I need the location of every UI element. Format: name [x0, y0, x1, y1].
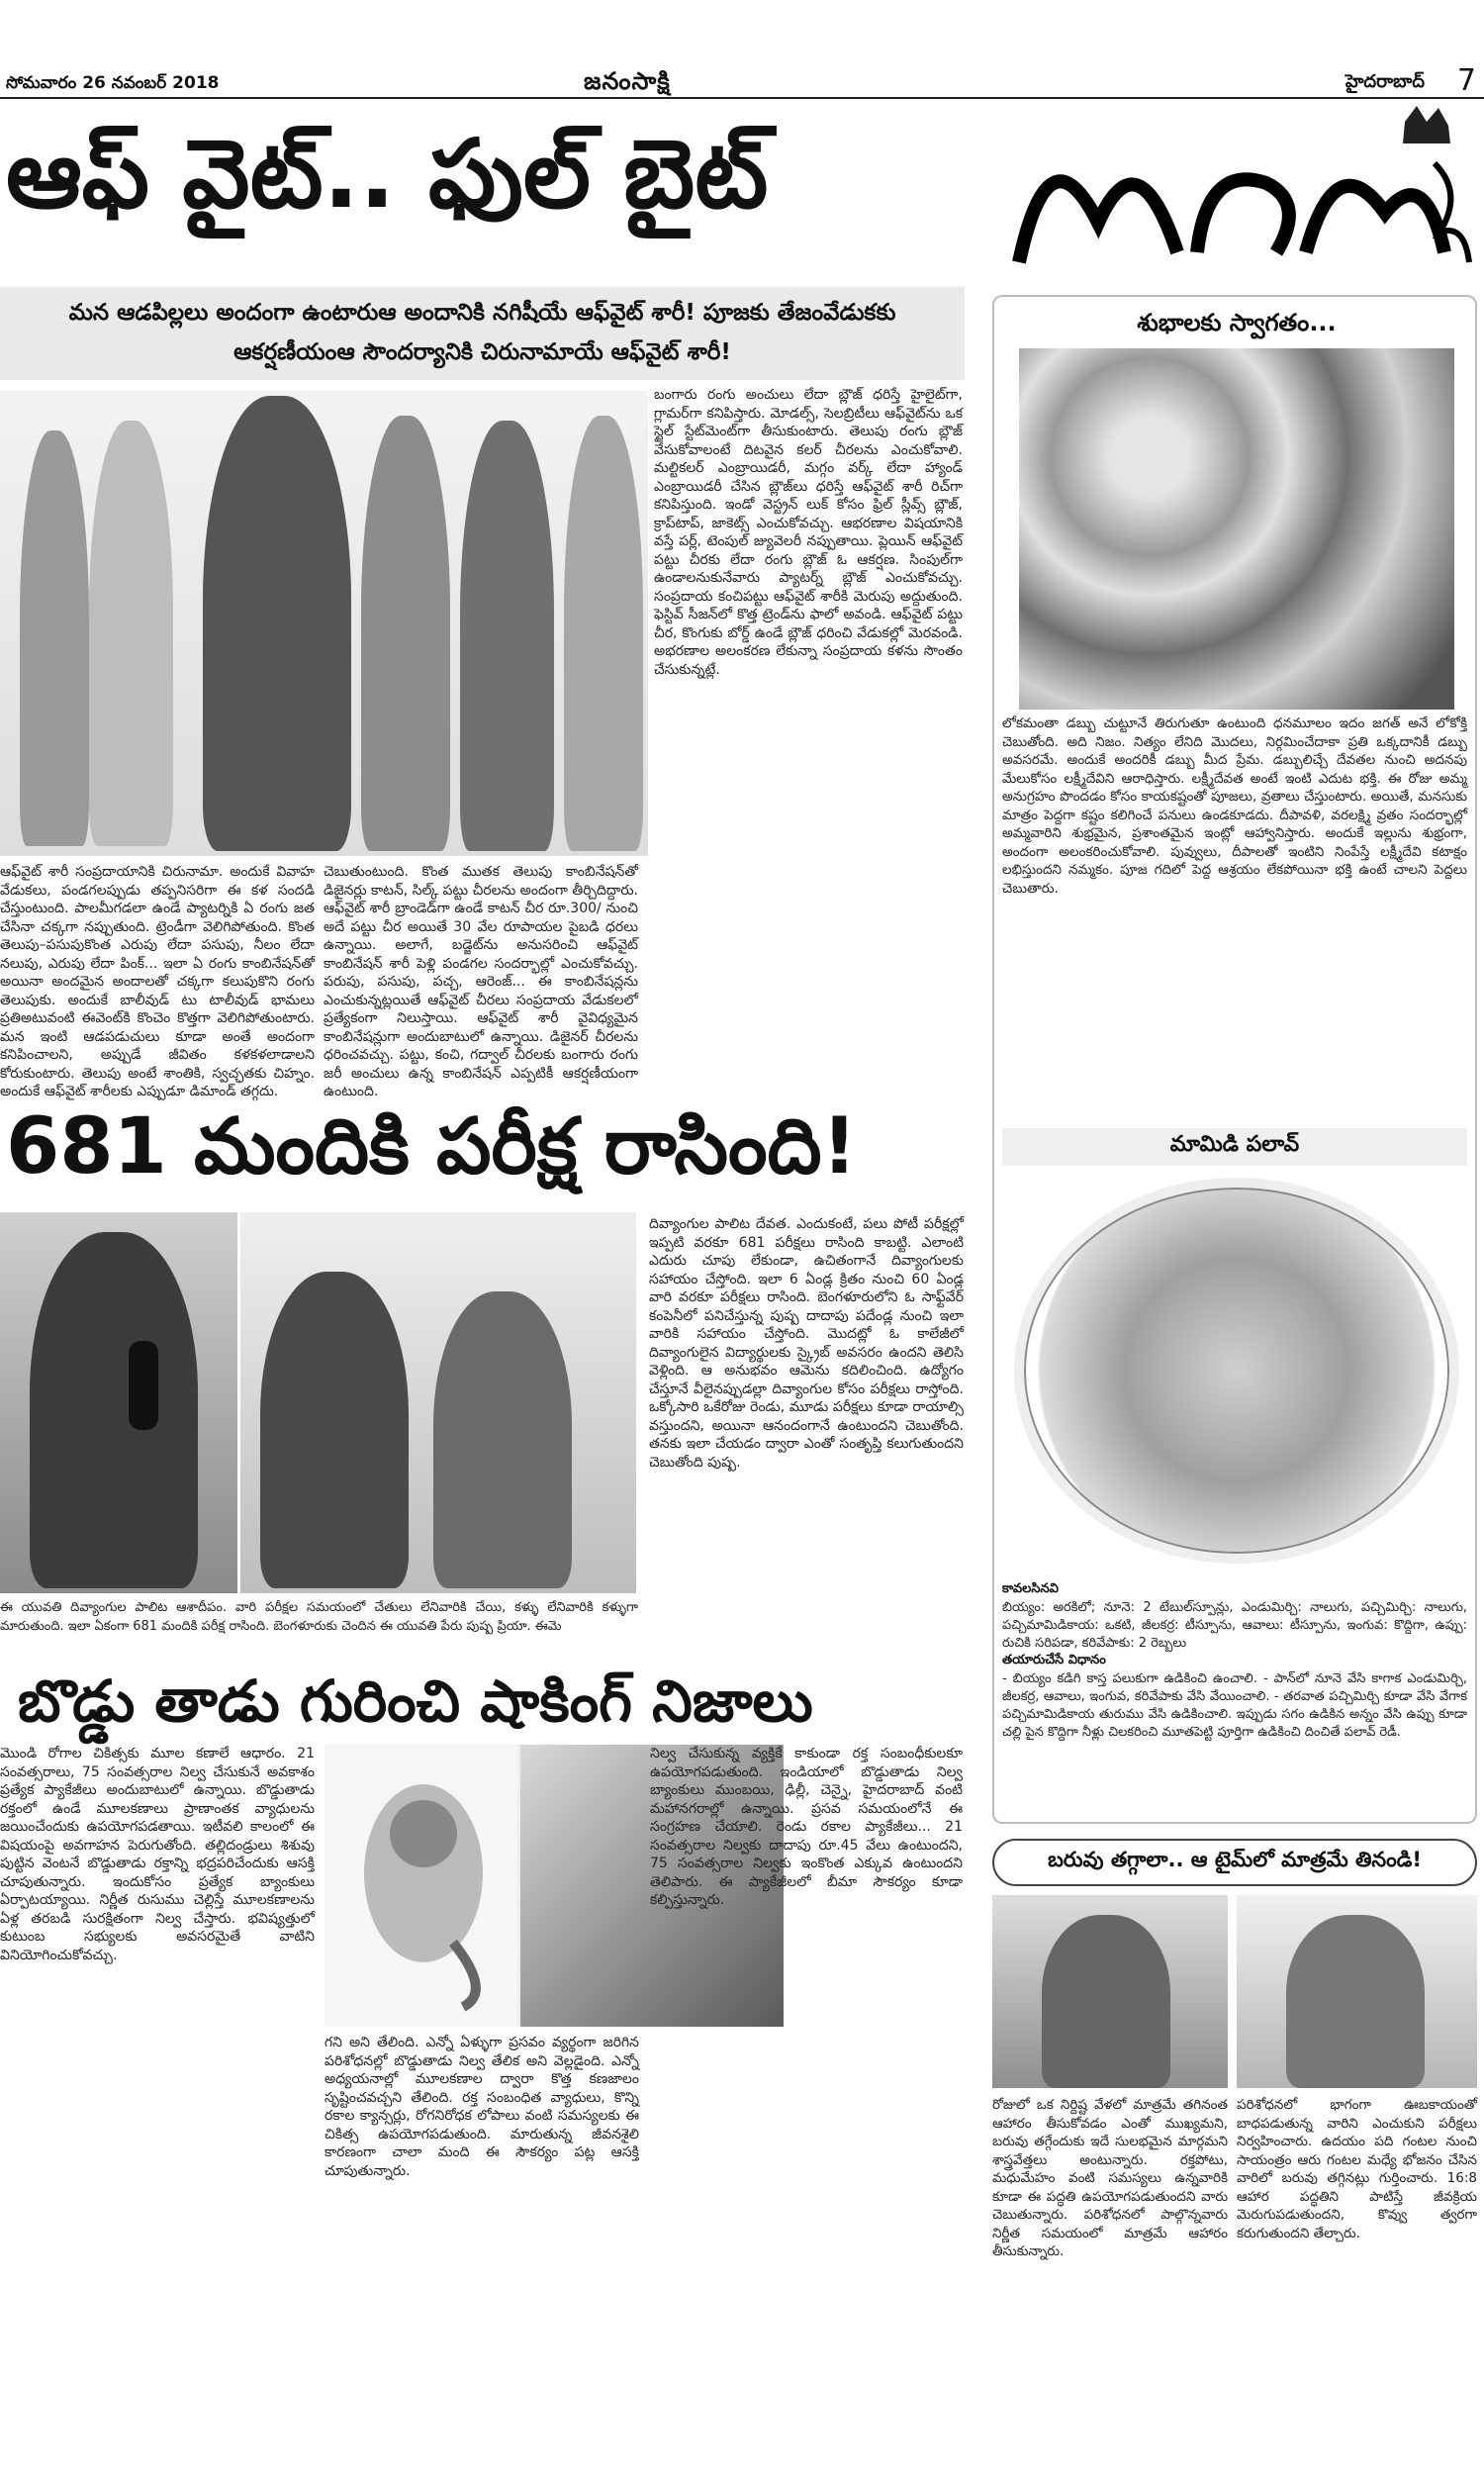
story2-photo-left: [0, 1212, 237, 1593]
microphone-icon: [129, 1341, 158, 1430]
story1-intro: మన ఆడపిల్లలు అందంగా ఉంటారుఆ అందానికి నగిషీయే ఆఫ్‌వైట్ శారీ! పూజకు తేజంవేడుకకు ఆకర్షణీయంఆ సౌందర్యానికి చిరునామాయే ఆఫ్‌వైట్ శారీ!: [68, 300, 896, 365]
story3-col2: గని అని తేలింది. ఎన్నో ఏళ్ళుగా ప్రసవం వ్యర్థంగా జరిగిన పరిశోధనల్లో బొడ్డుతాడు నిల్వ తేలిక అని వెల్లడైంది. ఎన్నో అధ్యయనాల్లో మూలకణాల ద్వారా కొత్త కణజాలం సృష్టించవచ్చని తేలింది. రక్త సంబంధిత వ్యాధులు, కొన్ని రకాల క్యాన్సర్లు, రోగనిరోధక లోపాలు వంటి సమస్యలకు ఈ చికిత్స ఉపయోగపడుతుంది. మారుతున్న జీవనశైలి కారణంగా చాలా మంది ఈ సౌకర్యం పట్ల ఆసక్తి చూపుతున్నారు.: [325, 2035, 639, 2179]
story1-headline: ఆఫ్ వైట్.. ఫుల్ బైట్: [6, 119, 769, 230]
page-number: 7: [1456, 63, 1476, 98]
diet-title-box: [992, 1839, 1477, 1886]
diet-col1: రోజులో ఒక నిర్దిష్ట వేళలో మాత్రమే తగినంత ఆహారం తీసుకోవడం ఎంతో ముఖ్యమని, బరువు తగ్గేందుకు ఇదే సులభమైన మార్గమని శాస్త్రవేత్తలు అంటున్నారు. రక్తపోటు, మధుమేహం వంటి సమస్యలు ఉన్నవారికి కూడా ఈ పద్ధతి ఉపయోగపడుతుందని వారు చెబుతున్నారు. పరిశోధనలో పాల్గొన్నవారు నిర్ణీత సమయంలో మాత్రమే ఆహారం తీసుకున్నారు.: [992, 2097, 1228, 2259]
welcome-title: శుభాలకు స్వాగతం...: [1137, 309, 1337, 336]
pulao-photo: [1009, 1168, 1464, 1573]
recipe-text: [1002, 1581, 1467, 1819]
story1-col3: బంగారు రంగు అంచులు లేదా బ్లౌజ్ ధరిస్తే హైలైట్‌గా, గ్లామర్‌గా కనిపిస్తారు. మోడల్స్, సెలబ్రిటీలు ఆఫ్‌వైట్‌ను ఒక స్టైల్ స్టేట్‌మెంట్‌గా తీసుకుంటారు. తెలుపు రంగు బ్లౌజ్ వేసుకోవాలంటే దిటవైన కలర్ చీరలను ఎంచుకోవాలి. మల్టికలర్ ఎంబ్రాయిడరీ, మగ్గం వర్క్ లేదా హ్యాండ్ ఎంబ్రాయిడరీ చేసిన బ్లౌజ్‌లు ధరిస్తే ఆఫ్‌వైట్ శారీ రిచ్‌గా కనిపిస్తుంది. ఇండో వెస్ట్రన్ లుక్ కోసం ఫ్రిల్ స్లీవ్స్ బ్లౌజ్, క్రాప్‌టాప్, జాకెట్స్ ఎంచుకోవచ్చు. ఆభరణాల విషయానికి వస్తే పర్ల్, టెంపుల్ జ్యువెలరీ నప్పుతాయి. ప్లెయిన్ ఆఫ్‌వైట్ పట్టు చీరకు లేదా రంగు బ్లౌజ్ ఓ ఆకర్షణ. సింపుల్‌గా ఉండాలనుకునేవారు ప్యాటర్న్ బ్లౌజ్ ఎంచుకోవచ్చు. సంప్రదాయ కంచిపట్టు ఆఫ్‌వైట్ శారీకి మెరుపు అద్దుతుంది. ఫెస్టివ్ సీజన్‌లో కొత్త ట్రెండ్‌ను ఫాలో అవండి. ఆఫ్‌వైట్ పట్టు చీర, కొంగుకు బోర్డ్ ఉండే బ్లౌజ్ ధరించి వేడుకల్లో మెరవండి. అభరణాల అలంకరణ లేకున్నా సంప్రదాయ కళను సొంతం చేసుకున్నట్లే.: [654, 387, 963, 678]
flowers-photo: [1019, 348, 1454, 710]
recipe-title: మామిడి పలావ్: [1002, 1128, 1467, 1166]
diet-photo-left: [992, 1895, 1228, 2088]
masthead-art: [1009, 104, 1479, 282]
story3-col1: మొండి రోగాల చికిత్సకు మూల కణాలే ఆధారం. 21 సంవత్సరాలు, 75 సంవత్సరాల నిల్వ చేసుకునే అవకాశం ప్రత్యేక ప్యాకేజీలు అందుబాటులో ఉన్నాయి. బొడ్డుతాడు రక్తంలో ఉండే మూలకణాలు ప్రాణాంతక వ్యాధులను జయించేందుకు ఉపయోగపడతాయి. ఇటీవలి కాలంలో ఈ విషయంపై అవగాహన పెరుగుతోంది. తల్లిదండ్రులు శిశువు పుట్టిన వెంటనే బొడ్డుతాడు రక్తాన్ని భద్రపరిచేందుకు ఆసక్తి చూపుతున్నారు. ఇందుకోసం ప్రత్యేక బ్యాంకులు ఏర్పాటయ్యాయి. నిర్ణీత రుసుము చెల్లిస్తే మూలకణాలను ఏళ్ల తరబడి సురక్షితంగా నిల్వ చేస్తారు. భవిష్యత్తులో కుటుంబ సభ్యులకు అవసరమైతే వాటిని వినియోగించుకోవచ్చు.: [0, 1746, 315, 1963]
story1-photo: [0, 391, 648, 856]
section-masthead: [1009, 104, 1479, 282]
story1-col2: చెబుతుంటుంది. కొంత ముతక తెలుపు కాంబినేషన్‌తో డిజైనర్లు కాటన్, సిల్క్ పట్టు చీరలను అందంగా తీర్చిదిద్దారు. ఆఫ్‌వైట్ శారీ బ్రాండెడ్‌గా ఉండే కాటన్ చీర రూ.300/ నుంచి అదే పట్టు చీర అయితే 30 వేల రూపాయల పైబడి ధరలు ఉన్నాయి. అలాగే, బడ్జెట్‌ను అనుసరించి ఆఫ్‌వైట్ కాంబినేషన్ శారీ పెళ్లి పండగల సందర్భాల్లో ఎంచుకోవచ్చు. పరుపు, పసుపు, పచ్చ, ఆరెంజ్... ఈ కాంబినేషన్లను ఎంచుకున్నట్లయితే ఆఫ్‌వైట్ చీరలు సంప్రదాయ వేడుకలలో ప్రత్యేకంగా నిలుస్తాయి. ఆఫ్‌వైట్ శారీ వైవిధ్యమైన కాంబినేషన్లుగా అందుబాటులో ఉన్నాయి. డిజైనర్ చీరలను ధరించవచ్చు. పట్టు, కంచి, గద్వాల్ చీరలకు బంగారు రంగు జరీ అంచులు ఉన్న కాంబినేషన్ ఎప్పటికీ ఆకర్షణీయంగా ఉంటుంది.: [324, 864, 638, 1099]
story2-caption: ఈ యువతి దివ్యాంగుల పాలిట ఆశాదీపం. వారి పరీక్షల సమయంలో చేతులు లేనివారికి చేయి, కళ్ళు లేనివారికి కళ్ళుగా మారుతుంది. ఇలా ఏకంగా 681 మందికి పరీక్ష రాసింది. బెంగళూరుకు చెందిన ఈ యువతి పేరు పుష్ప ప్రియా. ఈమె: [0, 1600, 638, 1634]
newspaper-logo: జనంసాక్షి: [584, 67, 671, 95]
publication-date: సోమవారం 26 నవంబర్ 2018: [6, 73, 220, 93]
story2-body: దివ్యాంగుల పాలిట దేవత. ఎందుకంటే, పలు పోటీ పరీక్షల్లో ఇప్పటి వరకూ 681 పరీక్షలు రాసింది కాబట్టి. ఎలాంటి ఎదురు చూపు లేకుండా, ఉచితంగానే దివ్యాంగులకు సహాయం చేస్తోంది. ఇలా 6 ఏండ్ల క్రితం నుంచి 60 ఏండ్ల వారి వరకూ పరీక్షలు రాసింది. బెంగళూరులోని ఓ సాఫ్ట్‌వేర్ కంపెనీలో పనిచేస్తున్న పుష్ప దాదాపు పదేండ్ల నుంచి ఇలా వారికి సహాయం చేస్తోంది. మొదట్లో ఓ కాలేజీలో దివ్యాంగులైన విద్యార్థులకు స్క్రైబ్ అవసరం ఉందని తెలిసి వెళ్లింది. ఆ అనుభవం ఆమెను కదిలించింది. ఉద్యోగం చేస్తూనే వీలైనప్పుడల్లా దివ్యాంగుల కోసం పరీక్షలు రాస్తోంది. ఒక్కోసారి ఒకేరోజు రెండు, మూడు పరీక్షలు కూడా రాయాల్సి వస్తుందని, అయినా ఆనందంగానే ఉంటుందని చెబుతోంది. తనకు ఇలా చేయడం ద్వారా ఎంతో సంతృప్తి కలుగుతుందని చెబుతోంది పుష్ప.: [649, 1216, 964, 1471]
welcome-body: లోకమంతా డబ్బు చుట్టూనే తిరుగుతూ ఉంటుంది ధనమూలం ఇదం జగత్ అనే లోకోక్తి చెబుతోంది. అది నిజం. నిత్యం లేనిది మొదలు, నిర్గమించేదాకా ప్రతి ఒక్కదానికీ డబ్బు అవసరమే. అందుకే అందరికీ డబ్బు మీద ప్రేమ. డబ్బులిచ్చే దేవతల నుంచి అదనపు మేలుకోసం లక్ష్మీదేవిని ఆరాధిస్తారు. లక్ష్మీదేవత అంటే ఇంటి ఎదుట భక్తి. ఈ రోజు అమ్మ అనుగ్రహం పొందడం కోసం కాయకష్టంతో పూజలు, వ్రతాలు చేస్తుంటారు. అయితే, మనసుకు మాత్రం పెద్దగా కష్టం కలిగించే పనులు ఉండకూడదు. దీపావళి, వరలక్ష్మి వ్రతం సందర్భాల్లో అమ్మవారిని శుభ్రమైన, ప్రశాంతమైన ఇంట్లో ఆహ్వానిస్తారు. అందుకే ఇల్లును శుభ్రంగా, అందంగా అలంకరించుకోవాలి. పువ్వులు, దీపాలతో ఇంటిని నింపేస్తే లక్ష్మీదేవి కటాక్షం లభిస్తుందని నమ్మకం. పూజ గదిలో పెద్ద ఆశ్రయం లేకపోయినా భక్తి ఉంటే చాలని పెద్దలు చెబుతారు.: [1002, 715, 1467, 897]
fetus-illustration: [344, 1764, 503, 2012]
story1-intro-box: [0, 287, 965, 380]
diet-photo-right: [1237, 1895, 1477, 2088]
diet-col2: పరిశోధనలో భాగంగా ఊబకాయంతో బాధపడుతున్న వారిని ఎంచుకుని పరీక్షలు నిర్వహించారు. ఉదయం పది గంటల నుంచి సాయంత్రం ఆరు గంటల మధ్యే భోజనం చేసిన వారిలో బరువు తగ్గినట్లు గుర్తించారు. 16:8 ఆహార పద్ధతిని పాటిస్తే జీవక్రియ మెరుగుపడుతుందని, కొవ్వు త్వరగా కరుగుతుందని తేల్చారు.: [1237, 2097, 1477, 2241]
story3-headline: బొడ్డు తాడు గురించి షాకింగ్ నిజాలు: [18, 1667, 813, 1735]
method-text: - బియ్యం కడిగి కాస్త పలుకుగా ఉడికించి ఉంచాలి. - పాన్‌లో నూనె వేసి కాగాక ఎండుమిర్చి, జీలకర్ర, ఆవాలు, ఇంగువ, కరివేపాకు వేసి వేయించాలి. - తరవాత పచ్చిమిర్చి కూడా వేసి వేగాక పచ్చిమామిడికాయ తురుము వేసి ఉడికించాలి. ఇప్పుడు సగం ఉడికిన అన్నం వేసి ఉప్పు కూడా చల్లి పైన కొద్దిగా నీళ్లు చిలకరించి మూతపెట్టి పూర్తిగా ఉడికించి దించితే పలావ్ రెడీ.: [1002, 1671, 1467, 1740]
page-header: [0, 0, 1484, 99]
story2-photo-right: [240, 1212, 636, 1593]
story2-headline: 681 మందికి పరీక్ష రాసింది!: [6, 1102, 858, 1191]
method-label: తయారుచేసే విధానం: [1002, 1653, 1106, 1667]
story1-col1: ఆఫ్‌వైట్ శారీ సంప్రదాయానికి చిరునామా. అందుకే వివాహ వేడుకలు, పండగలప్పుడు తప్పనిసరిగా ఈ కళ సందడి చేస్తుంటుంది. పాలమీగడలా ఉండే ప్యాటర్నికి ఏ రంగు జత చేసినా చక్కగా నప్పుతుంది. ట్రెండీగా వెలిగిపోతుంది. కొంత తెలుపు–పసుపుకొంత ఎరుపు లేదా పసుపు, నీలం లేదా నలుపు, ఎరుపు లేదా పింక్... ఇలా ఏ రంగు కాంబినేషన్‌తో అయినా అందమైన అందాలతో చక్కగా కలుపుకొని రంగు తెలుపుకు. అందుకే బాలీవుడ్ టు టాలీవుడ్ భామలు ప్రతిఅటువంటి ఈవెంట్‌కి కొంచెం కొత్తగా వెలిగిపోతుంటారు. మన ఇంటి ఆడపడుచులు కూడా అంతే అందంగా కనిపించాలని, అప్పుడే జీవితం కళకళలాడాలని కోరుకుంటారు. తెలుపు అంటే శాంతికి, స్వచ్ఛతకు చిహ్నం. అందుకే ఆఫ్‌వైట్ శారీలకు ఎప్పుడూ డిమాండ్ తగ్గదు.: [0, 864, 315, 1099]
story3-col3: నిల్వ చేసుకున్న వ్యక్తికే కాకుండా రక్త సంబంధీకులకూ ఉపయోగపడుతుంది. ఇండియాలో బొడ్డుతాడు నిల్వ బ్యాంకులు ముంబయి, ఢిల్లీ, చెన్నై, హైదరాబాద్ వంటి మహానగరాల్లో ఉన్నాయి. ప్రసవ సమయంలోనే ఈ సంగ్రహణ చేయాలి. రెండు రకాల ప్యాకేజీలు... 21 సంవత్సరాల నిల్వకు దాదాపు రూ.45 వేలు ఉంటుందని, 75 సంవత్సరాల నిల్వకు ఇంకొంత ఎక్కువ ఉంటుందని తెలిపారు. ఈ ప్యాకేజీలలో బీమా సౌకర్యం కూడా కల్పిస్తున్నారు.: [650, 1746, 963, 1908]
edition-city: హైదరాబాద్: [1345, 71, 1425, 92]
ingredients-label: కావలసినవి: [1002, 1581, 1059, 1596]
diet-title: బరువు తగ్గాలా.. ఆ టైమ్‌లో మాత్రమే తినండి!: [1048, 1848, 1422, 1871]
ingredients-text: బియ్యం: అరకిలో; నూనె: 2 టేబుల్‌స్పూన్లు, ఎండుమిర్చి: నాలుగు, పచ్చిమిర్చి: నాలుగు, పచ్చిమామిడికాయ: ఒకటి, జీలకర్ర: టీస్పూను, ఆవాలు: టీస్పూను, ఇంగువ: కొద్దిగా, ఉప్పు: రుచికి సరిపడా, కరివేపాకు: 2 రెబ్బలు: [1002, 1600, 1467, 1651]
crown-icon: [1403, 106, 1450, 143]
